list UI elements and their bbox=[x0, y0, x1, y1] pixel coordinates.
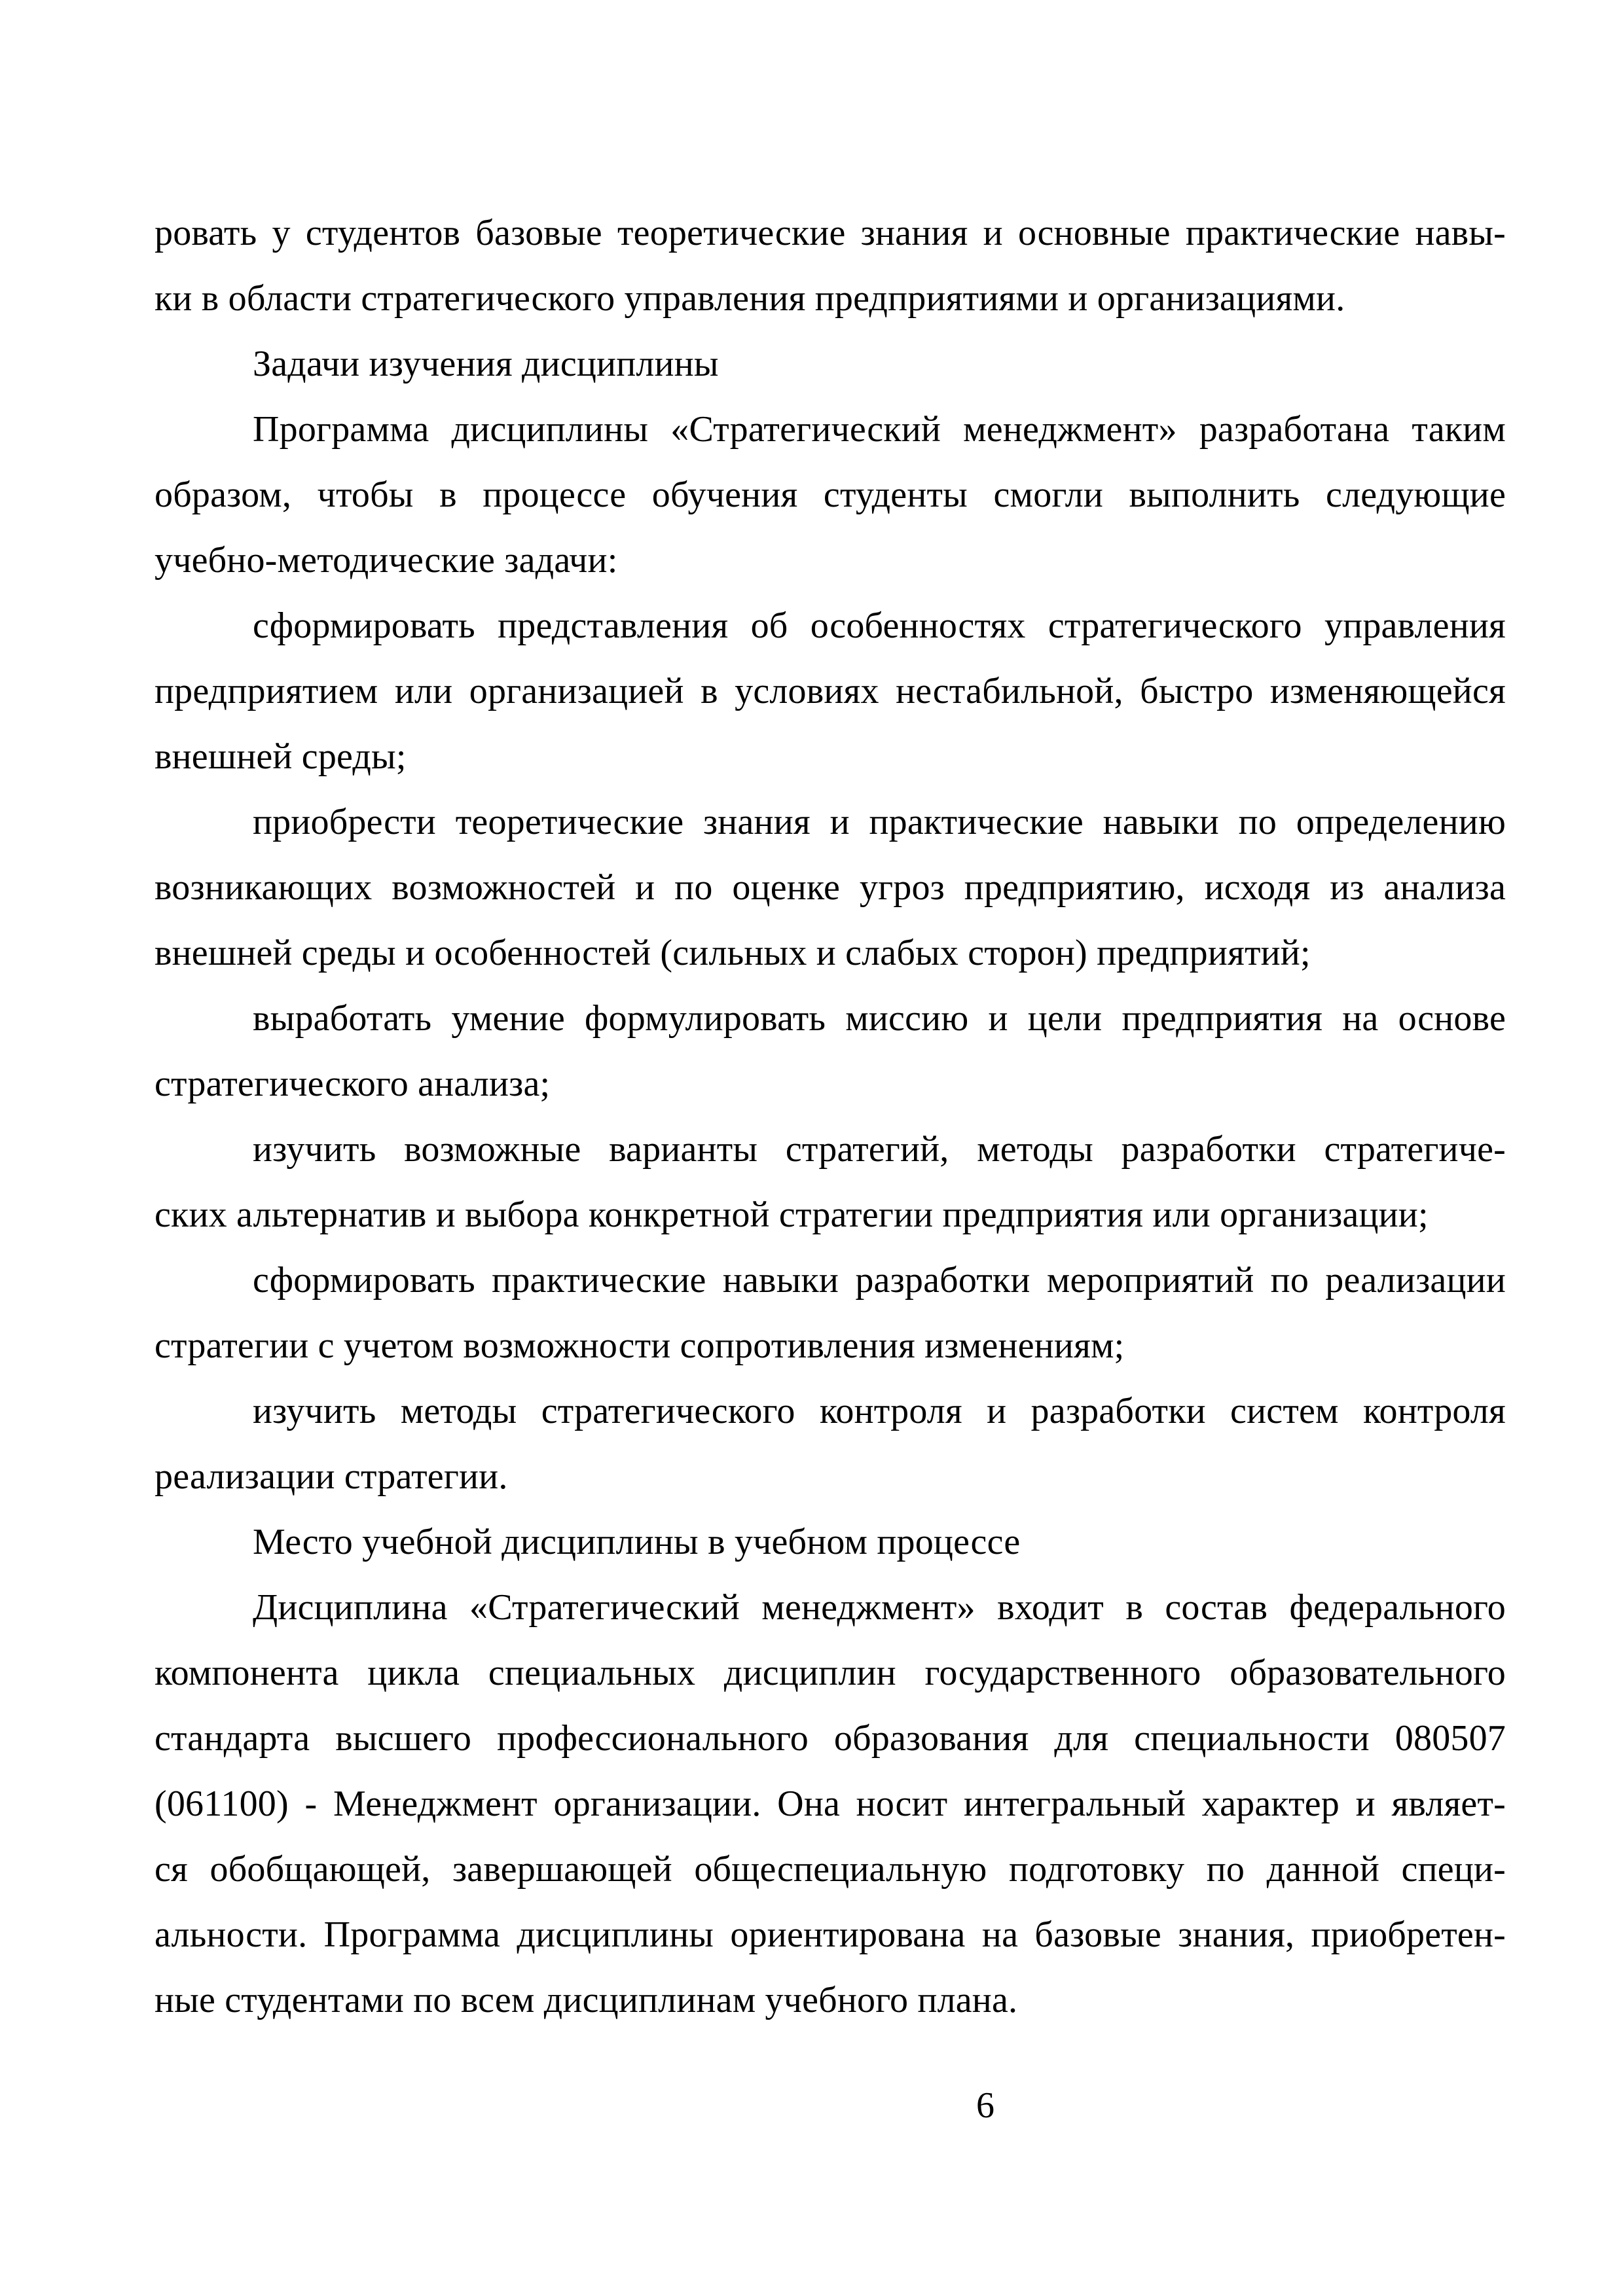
page-number: 6 bbox=[976, 2085, 994, 2126]
text-line: внешней среды и особенностей (сильных и слабых сторон) предприятий; bbox=[155, 933, 1311, 973]
text-line: приобрести теоретические знания и практические навыки по определению bbox=[253, 802, 1506, 842]
text-line: компонента цикла специальных дисциплин государственного образовательного bbox=[155, 1653, 1506, 1693]
text-line: учебно-методические задачи: bbox=[155, 540, 618, 581]
text-line: стандарта высшего профессионального образования для специальности 080507 bbox=[155, 1718, 1506, 1759]
text-line: ских альтернатив и выбора конкретной стратегии предприятия или организации; bbox=[155, 1194, 1429, 1235]
text-line: альности. Программа дисциплины ориентирована на базовые знания, приобретен- bbox=[155, 1914, 1506, 1955]
document-body bbox=[155, 200, 1506, 2033]
text-line: Программа дисциплины «Стратегический менеджмент» разработана таким bbox=[253, 409, 1506, 450]
text-line: Задачи изучения дисциплины bbox=[253, 344, 719, 384]
text-line: образом, чтобы в процессе обучения студенты смогли выполнить следующие bbox=[155, 475, 1506, 515]
text-line: реализации стратегии. bbox=[155, 1456, 508, 1497]
text-line: (061100) - Менеджмент организации. Она носит интегральный характер и являет- bbox=[155, 1784, 1506, 1824]
text-line: предприятием или организацией в условиях нестабильной, быстро изменяющейся bbox=[155, 671, 1506, 711]
text-line: ровать у студентов базовые теоретические знания и основные практические навы- bbox=[155, 213, 1506, 253]
text-line: сформировать представления об особенностях стратегического управления bbox=[253, 605, 1506, 646]
text-line: ся обобщающей, завершающей общеспециальную подготовку по данной специ- bbox=[155, 1849, 1506, 1890]
text-line: ные студентами по всем дисциплинам учебного плана. bbox=[155, 1980, 1018, 2020]
text-line: изучить методы стратегического контроля и разработки систем контроля bbox=[253, 1391, 1506, 1431]
text-line: ки в области стратегического управления предприятиями и организациями. bbox=[155, 278, 1345, 319]
text-line: Место учебной дисциплины в учебном процессе bbox=[253, 1522, 1021, 1562]
text-line: возникающих возможностей и по оценке угроз предприятию, исходя из анализа bbox=[155, 867, 1506, 908]
text-line: Дисциплина «Стратегический менеджмент» входит в состав федерального bbox=[253, 1587, 1506, 1628]
text-line: стратегии с учетом возможности сопротивления изменениям; bbox=[155, 1325, 1125, 1366]
text-line: изучить возможные варианты стратегий, методы разработки стратегиче- bbox=[253, 1129, 1506, 1170]
text-line: сформировать практические навыки разработки мероприятий по реализации bbox=[253, 1260, 1506, 1300]
text-line: внешней среды; bbox=[155, 736, 407, 777]
text-line: выработать умение формулировать миссию и цели предприятия на основе bbox=[253, 998, 1506, 1039]
text-line: стратегического анализа; bbox=[155, 1064, 551, 1104]
